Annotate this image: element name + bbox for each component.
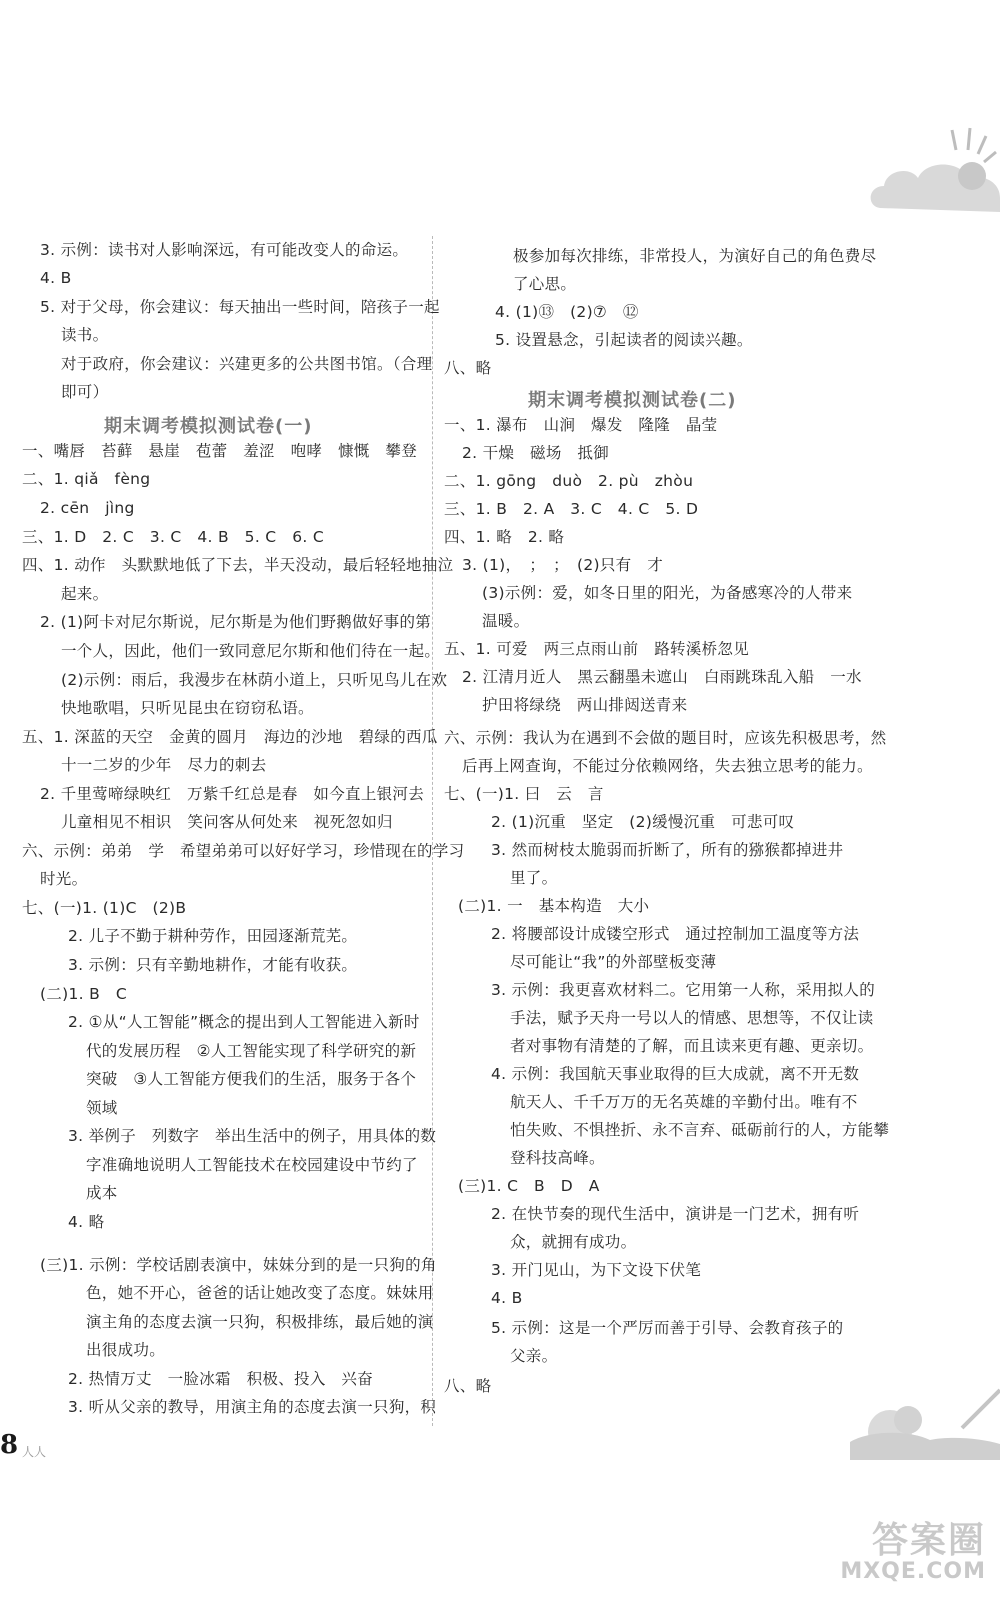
sun-cloud-decoration <box>860 120 1000 220</box>
answer-line: 七、(一)1. 曰 云 言 <box>444 785 604 803</box>
scenery-decoration <box>850 1380 1000 1460</box>
answer-line: 二、1. qiǎ fèng <box>22 470 151 488</box>
answer-line: 三、1. D 2. C 3. C 4. B 5. C 6. C <box>22 528 324 546</box>
answer-line: 5. 示例：这是一个严厉而善于引导、会教育孩子的 <box>491 1319 844 1337</box>
answer-line: 4. B <box>40 269 72 287</box>
answer-line: 2. 热情万丈 一脸冰霜 积极、投入 兴奋 <box>68 1370 374 1388</box>
answer-line: 众，就拥有成功。 <box>510 1233 637 1251</box>
answer-line: 4. 示例：我国航天事业取得的巨大成就，离不开无数 <box>491 1065 860 1083</box>
answer-line: 怕失败、不惧挫折、永不言弃、砥砺前行的人，方能攀 <box>510 1121 890 1139</box>
section-title: 期末调考模拟测试卷(一) <box>104 416 313 437</box>
answer-line: 后再上网查询，不能过分依赖网络，失去独立思考的能力。 <box>462 757 873 775</box>
answer-line: 代的发展历程 ②人工智能实现了科学研究的新 <box>86 1042 417 1060</box>
answer-line: 儿童相见不相识 笑问客从何处来 视死忽如归 <box>61 813 393 831</box>
answer-line: 尽可能让“我”的外部壁板变薄 <box>510 953 717 971</box>
answer-line: 3. 听从父亲的教导，用演主角的态度去演一只狗，积 <box>68 1398 437 1416</box>
answer-line: 出很成功。 <box>86 1341 166 1359</box>
answer-line: 4. 略 <box>68 1213 105 1231</box>
answer-line: 4. (1)⑬ (2)⑦ ⑫ <box>495 303 639 321</box>
answer-line: 二、1. gōng duò 2. pù zhòu <box>444 472 694 490</box>
answer-line: 手法，赋予天舟一号以人的情感、思想等，不仅让读 <box>510 1009 874 1027</box>
answer-line: 3. (1)， ； ； (2)只有 才 <box>462 556 664 574</box>
answer-line: (二)1. 一 基本构造 大小 <box>458 897 650 915</box>
answer-line: 突破 ③人工智能方便我们的生活，服务于各个 <box>86 1070 417 1088</box>
watermark-url: MXQE.COM <box>840 1559 986 1584</box>
answer-line: 八、略 <box>444 359 492 377</box>
answer-line: 里了。 <box>510 869 558 887</box>
answer-line: 起来。 <box>61 585 109 603</box>
answer-line: 2. (1)沉重 坚定 (2)缓慢沉重 可悲可叹 <box>491 813 795 831</box>
answer-line: 领域 <box>86 1099 118 1117</box>
answer-line: 2. (1)阿卡对尼尔斯说，尼尔斯是为他们野鹅做好事的第 <box>40 613 432 631</box>
answer-line: 六、示例：弟弟 学 希望弟弟可以好好学习，珍惜现在的学习 <box>22 842 465 860</box>
answer-line: (2)示例：雨后，我漫步在林荫小道上，只听见鸟儿在欢 <box>61 671 448 689</box>
watermark-text: 答案圈 <box>871 1520 986 1561</box>
answer-line: 3. 示例：读书对人影响深远，有可能改变人的命运。 <box>40 241 409 259</box>
answer-line: (3)示例：爱，如冬日里的阳光，为备感寒冷的人带来 <box>482 584 853 602</box>
answer-line: 2. 千里莺啼绿映红 万紫千红总是春 如今直上银河去 <box>40 785 425 803</box>
answer-line: 成本 <box>86 1184 118 1202</box>
answer-line: 温暖。 <box>482 612 530 630</box>
answer-line: 3. 然而树枝太脆弱而折断了，所有的猕猴都掉进井 <box>491 841 844 859</box>
answer-line: 者对事物有清楚的了解，而且读来更有趣、更亲切。 <box>510 1037 874 1055</box>
answer-line: 极参加每次排练，非常投人，为演好自己的角色费尽 <box>513 247 877 265</box>
answer-line: 2. 儿子不勤于耕种劳作，田园逐渐荒芜。 <box>68 927 358 945</box>
answer-line: (二)1. B C <box>40 985 127 1003</box>
answer-line: 3. 示例：我更喜欢材料二。它用第一人称，采用拟人的 <box>491 981 876 999</box>
answer-line: 三、1. B 2. A 3. C 4. C 5. D <box>444 500 699 518</box>
answer-line: 一个人，因此，他们一致同意尼尔斯和他们待在一起。 <box>61 642 441 660</box>
answer-line: 4. B <box>491 1289 523 1307</box>
answer-line: (三)1. 示例：学校话剧表演中，妹妹分到的是一只狗的角 <box>40 1256 437 1274</box>
answer-line: 2. 将腰部设计成镂空形式 通过控制加工温度等方法 <box>491 925 860 943</box>
page-number-label: 人人 <box>22 1445 47 1459</box>
answer-line: 父亲。 <box>510 1347 558 1365</box>
answer-line: 十一二岁的少年 尽力的刺去 <box>61 756 267 774</box>
answer-line: 七、(一)1. (1)C (2)B <box>22 899 187 917</box>
answer-line: 字准确地说明人工智能技术在校园建设中节约了 <box>86 1156 418 1174</box>
answer-line: 一、1. 瀑布 山涧 爆发 隆隆 晶莹 <box>444 416 718 434</box>
answer-line: 2. 干燥 磁场 抵御 <box>462 444 610 462</box>
answer-line: 3. 举例子 列数字 举出生活中的例子，用具体的数 <box>68 1127 437 1145</box>
watermark <box>840 1512 986 1584</box>
answer-line: 登科技高峰。 <box>510 1149 605 1167</box>
answer-line: 即可） <box>61 383 109 401</box>
answer-line: 演主角的态度去演一只狗，积极排练，最后她的演 <box>86 1313 434 1331</box>
answer-line: 2. ①从“人工智能”概念的提出到人工智能进入新时 <box>68 1013 420 1031</box>
answer-line: 快地歌唱，只听见昆虫在窃窃私语。 <box>61 699 314 717</box>
answer-line: 读书。 <box>61 326 109 344</box>
answer-line: 一、嘴唇 苔藓 悬崖 苞蕾 羞涩 咆哮 慷慨 攀登 <box>22 442 418 460</box>
column-divider <box>432 236 433 1426</box>
answer-line: 四、1. 动作 头默默地低了下去，半天没动，最后轻轻地抽泣 <box>22 556 454 574</box>
answer-line: 3. 开门见山，为下文设下伏笔 <box>491 1261 702 1279</box>
answer-line: 五、1. 深蓝的天空 金黄的圆月 海边的沙地 碧绿的西瓜 <box>22 728 438 746</box>
page-number: 8 <box>0 1430 19 1460</box>
answer-line: 2. 江清月近人 黑云翻墨未遮山 白雨跳珠乱入船 一水 <box>462 668 862 686</box>
answer-line: 时光。 <box>40 870 88 888</box>
answer-line: (三)1. C B D A <box>458 1177 600 1195</box>
answer-line: 护田将绿绕 两山排闼送青来 <box>482 696 688 714</box>
answer-line: 了心思。 <box>513 275 577 293</box>
answer-line: 对于政府，你会建议：兴建更多的公共图书馆。（合理 <box>61 355 433 373</box>
answer-line: 八、略 <box>444 1377 492 1395</box>
answer-line: 3. 示例：只有辛勤地耕作，才能有收获。 <box>68 956 358 974</box>
answer-line: 5. 对于父母，你会建议：每天抽出一些时间，陪孩子一起 <box>40 298 440 316</box>
answer-line: 色，她不开心，爸爸的话让她改变了态度。妹妹用 <box>86 1284 434 1302</box>
answer-line: 2. cēn jìng <box>40 499 135 517</box>
answer-line: 2. 在快节奏的现代生活中，演讲是一门艺术，拥有听 <box>491 1205 860 1223</box>
answer-line: 四、1. 略 2. 略 <box>444 528 565 546</box>
answer-line: 六、示例：我认为在遇到不会做的题目时，应该先积极思考，然 <box>444 729 887 747</box>
answer-line: 航天人、千千万万的无名英雄的辛勤付出。唯有不 <box>510 1093 858 1111</box>
section-title: 期末调考模拟测试卷(二) <box>528 390 737 411</box>
answer-line: 五、1. 可爱 两三点雨山前 路转溪桥忽见 <box>444 640 750 658</box>
answer-line: 5. 设置悬念，引起读者的阅读兴趣。 <box>495 331 753 349</box>
